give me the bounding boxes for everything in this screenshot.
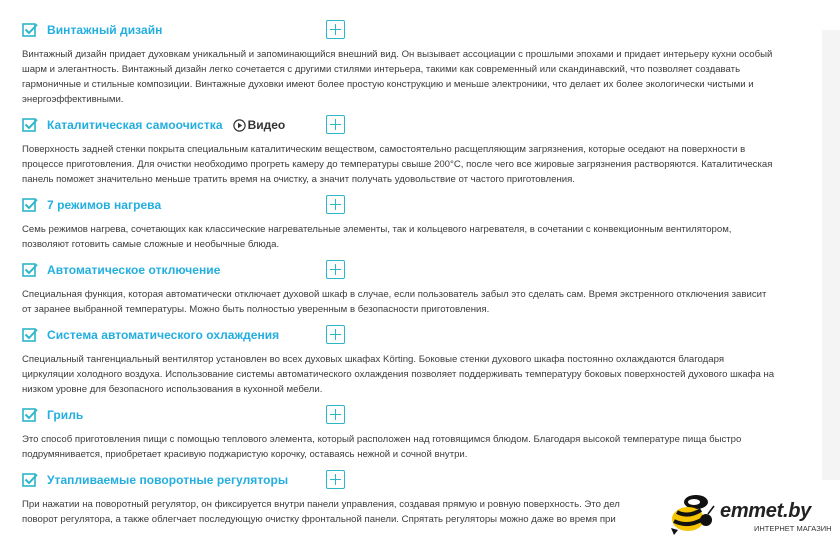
description-line: При нажатии на поворотный регулятор, он фиксируется внутри панели управления, создавая прямую и ровную поверхность. Это дел: [22, 499, 620, 510]
expand-plus-button[interactable]: [326, 260, 345, 279]
scroll-edge: [822, 30, 840, 549]
description-line: циркуляции холодного воздуха. Использование системы автоматического охлаждения позволяет поддерживать температуру боковых поверхностей духового шкафа на: [22, 369, 775, 380]
description-line: подрумянивается, приобретает красивую поджаристую корочку, оставаясь нежной и сочной внутри.: [22, 449, 468, 460]
bee-logo-icon: [668, 492, 716, 536]
description-line: Специальный тангенциальный вентилятор установлен во всех духовых шкафах Körting. Боковые стенки духового шкафа постоянно охлаждаются благодаря: [22, 354, 725, 365]
expand-plus-button[interactable]: [326, 20, 345, 39]
description-line: панель поможет значительно меньше тратить время на очистку, а значит получать удовольствие от частого приготовления.: [22, 174, 575, 185]
feature-title: Винтажный дизайн: [47, 23, 163, 37]
feature-description: [22, 497, 652, 527]
video-label: Видео: [247, 118, 286, 132]
feature-description: [22, 432, 822, 462]
feature-title: 7 режимов нагрева: [47, 198, 162, 212]
expand-plus-button[interactable]: [326, 405, 345, 424]
feature-description: [22, 287, 822, 317]
feature-title: Система автоматического охлаждения: [47, 328, 280, 342]
checkbox-icon: [22, 262, 38, 278]
feature-description: [22, 47, 822, 107]
checkbox-icon: [22, 117, 38, 133]
checkbox-icon: [22, 327, 38, 343]
logo-brand: emmet.by: [720, 500, 811, 522]
description-line: Это способ приготовления пищи с помощью теплового элемента, который расположен над готовящимся блюдом. Благодаря высокой температуре пища быстро: [22, 434, 742, 445]
description-line: Винтажный дизайн придает духовкам уникальный и запоминающийся внешний вид. Он вызывает ассоциации с прошлыми эпохами и придает интерьеру кухни особый: [22, 49, 773, 60]
play-icon: [233, 119, 246, 132]
checkbox-icon: [22, 22, 38, 38]
checkbox-icon: [22, 197, 38, 213]
feature-title: Гриль: [47, 408, 84, 422]
emmet-logo: [660, 480, 840, 549]
feature-description: [22, 222, 822, 252]
feature-title: Автоматическое отключение: [47, 263, 221, 277]
description-line: от заранее выбранной температуры. Можно быть полностью уверенным в безопасности приготовления.: [22, 304, 490, 315]
description-line: поворот регулятора, а также облегчает последующую очистку фронтальной панели. Спрятать регуляторы можно даже во время при: [22, 514, 616, 525]
expand-plus-button[interactable]: [326, 325, 345, 344]
description-line: Поверхность задней стенки покрыта специальным каталитическим веществом, самостоятельно расщепляющим загрязнения, которые оседают на поверхности в: [22, 144, 746, 155]
description-line: шарм и элегантность. Винтажный дизайн легко сочетается с другими стилями интерьера, такими как современный или скандинавский, что позволяет создавать: [22, 64, 741, 75]
feature-title: Каталитическая самоочистка: [47, 118, 223, 132]
logo-tagline: ИНТЕРНЕТ МАГАЗИН: [754, 524, 832, 533]
description-line: гармоничные и стильные композиции. Винтажные духовки имеют более простую конструкцию и меньше электроники, что делает их более экологически чистыми и: [22, 79, 754, 90]
feature-description: [22, 142, 822, 187]
feature-title: Утапливаемые поворотные регуляторы: [47, 473, 289, 487]
video-button[interactable]: [233, 118, 286, 132]
description-line: Специальная функция, которая автоматически отключает духовой шкаф в случае, если пользователь забыл это сделать сам. Время экстренного отключения зависит: [22, 289, 767, 300]
expand-plus-button[interactable]: [326, 115, 345, 134]
expand-plus-button[interactable]: [326, 470, 345, 489]
description-line: энергоэффективными.: [22, 94, 124, 105]
expand-plus-button[interactable]: [326, 195, 345, 214]
description-line: процессе приготовления. Для очистки необходимо прогреть камеру до температуры свыше 200°С, после чего все жировые загрязнения растворяются. Каталитическая: [22, 159, 773, 170]
checkbox-icon: [22, 407, 38, 423]
checkbox-icon: [22, 472, 38, 488]
description-line: низком уровне для безопасного использования в кухонной мебели.: [22, 384, 323, 395]
description-line: позволяют готовить самые сложные и необычные блюда.: [22, 239, 280, 250]
feature-description: [22, 352, 822, 397]
description-line: Семь режимов нагрева, сочетающих как классические нагревательные элементы, так и кольцевого нагревателя, в сочетании с конвекционным вентилятором,: [22, 224, 732, 235]
